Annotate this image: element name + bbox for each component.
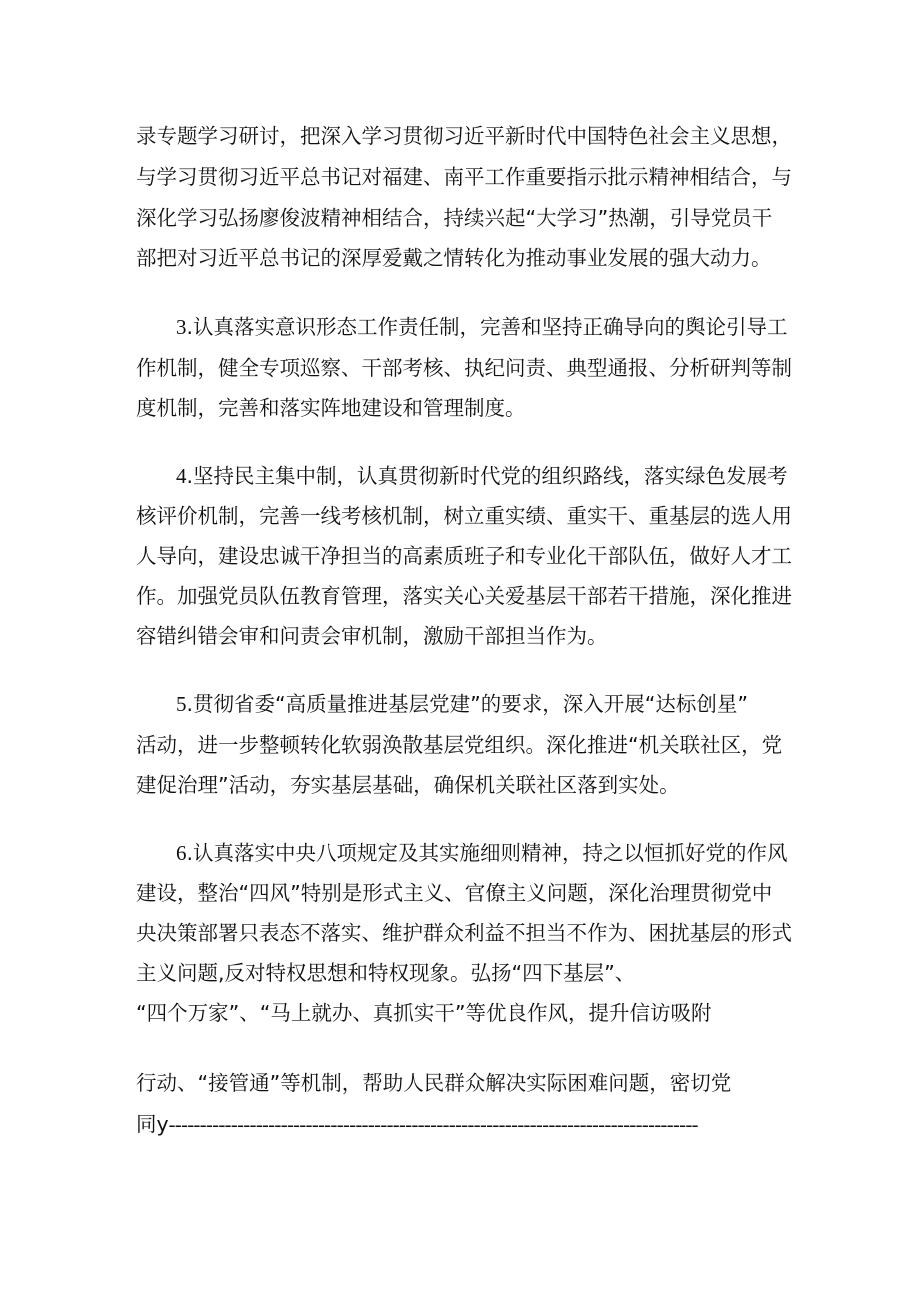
text-line: 人导向，建设忠诚干净担当的高素质班子和专业化干部队伍，做好人才工 (136, 544, 792, 568)
item-first-line: .认真落实意识形态工作责任制，完善和坚持正确导向的舆论引导工 (186, 315, 788, 339)
text-line (176, 462, 788, 490)
text-line: 部把对习近平总书记的深厚爱戴之情转化为推动事业发展的强大动力。 (136, 246, 772, 270)
item-first-line: .认真落实中央八项规定及其实施细则精神，持之以恒抓好党的作风 (186, 841, 788, 865)
dash-leader: ------------------------------------------------------------------------------------- (168, 1114, 698, 1136)
item-number: 5 (176, 692, 187, 716)
text-line: 核评价机制，完善一线考核机制，树立重实绩、重实干、重基层的选人用 (136, 504, 792, 528)
text-line (176, 839, 788, 867)
text-line: 容错纠错会审和问责会审机制，激励干部担当作为。 (136, 624, 608, 648)
text-line: 度机制，完善和落实阵地建设和管理制度。 (136, 396, 526, 420)
item-first-line: .坚持民主集中制，认真贯彻新时代党的组织路线，落实绿色发展考 (186, 464, 788, 488)
item-number: 4 (176, 464, 187, 488)
item-number: 6 (176, 841, 187, 865)
text-line: 建促治理”活动，夯实基层基础，确保机关联社区落到实处。 (136, 773, 680, 797)
text-line (176, 313, 788, 341)
text-line: 央决策部署只表态不落实、维护群众利益不担当不作为、困扰基层的形式 (136, 921, 792, 945)
item-first-line: .贯彻省委“高质量推进基层党建”的要求，深入开展“达标创星” (186, 692, 748, 716)
text-line: “四个万家”、“马上就办、真抓实干”等优良作风，提升信访吸附 (136, 1001, 712, 1025)
text-line: 录专题学习研讨，把深入学习贯彻习近平新时代中国特色社会主义思想， (136, 124, 792, 148)
text-line: 作。加强党员队伍教育管理，落实关心关爱基层干部若干措施，深化推进 (136, 584, 792, 608)
text-fragment: 同y (136, 1112, 169, 1136)
text-line: 主义问题,反对特权思想和特权现象。弘扬“四下基层”、 (136, 961, 636, 985)
text-line (176, 690, 748, 718)
text-line: 活动，进一步整顿转化软弱涣散基层党组织。深化推进“机关联社区，党 (136, 733, 783, 757)
truncated-line (136, 1110, 698, 1139)
text-line: 建设，整治“四风”特别是形式主义、官僚主义问题，深化治理贯彻党中 (136, 881, 773, 905)
text-line: 作机制，健全专项巡察、干部考核、执纪问责、典型通报、分析研判等制 (136, 356, 792, 380)
text-line: 深化学习弘扬廖俊波精神相结合，持续兴起“大学习”热潮，引导党员干 (136, 206, 773, 230)
text-line: 与学习贯彻习近平总书记对福建、南平工作重要指示批示精神相结合，与 (136, 165, 792, 189)
item-number: 3 (176, 315, 187, 339)
text-line: 行动、“接管通”等机制，帮助人民群众解决实际困难问题，密切党 (136, 1071, 732, 1095)
